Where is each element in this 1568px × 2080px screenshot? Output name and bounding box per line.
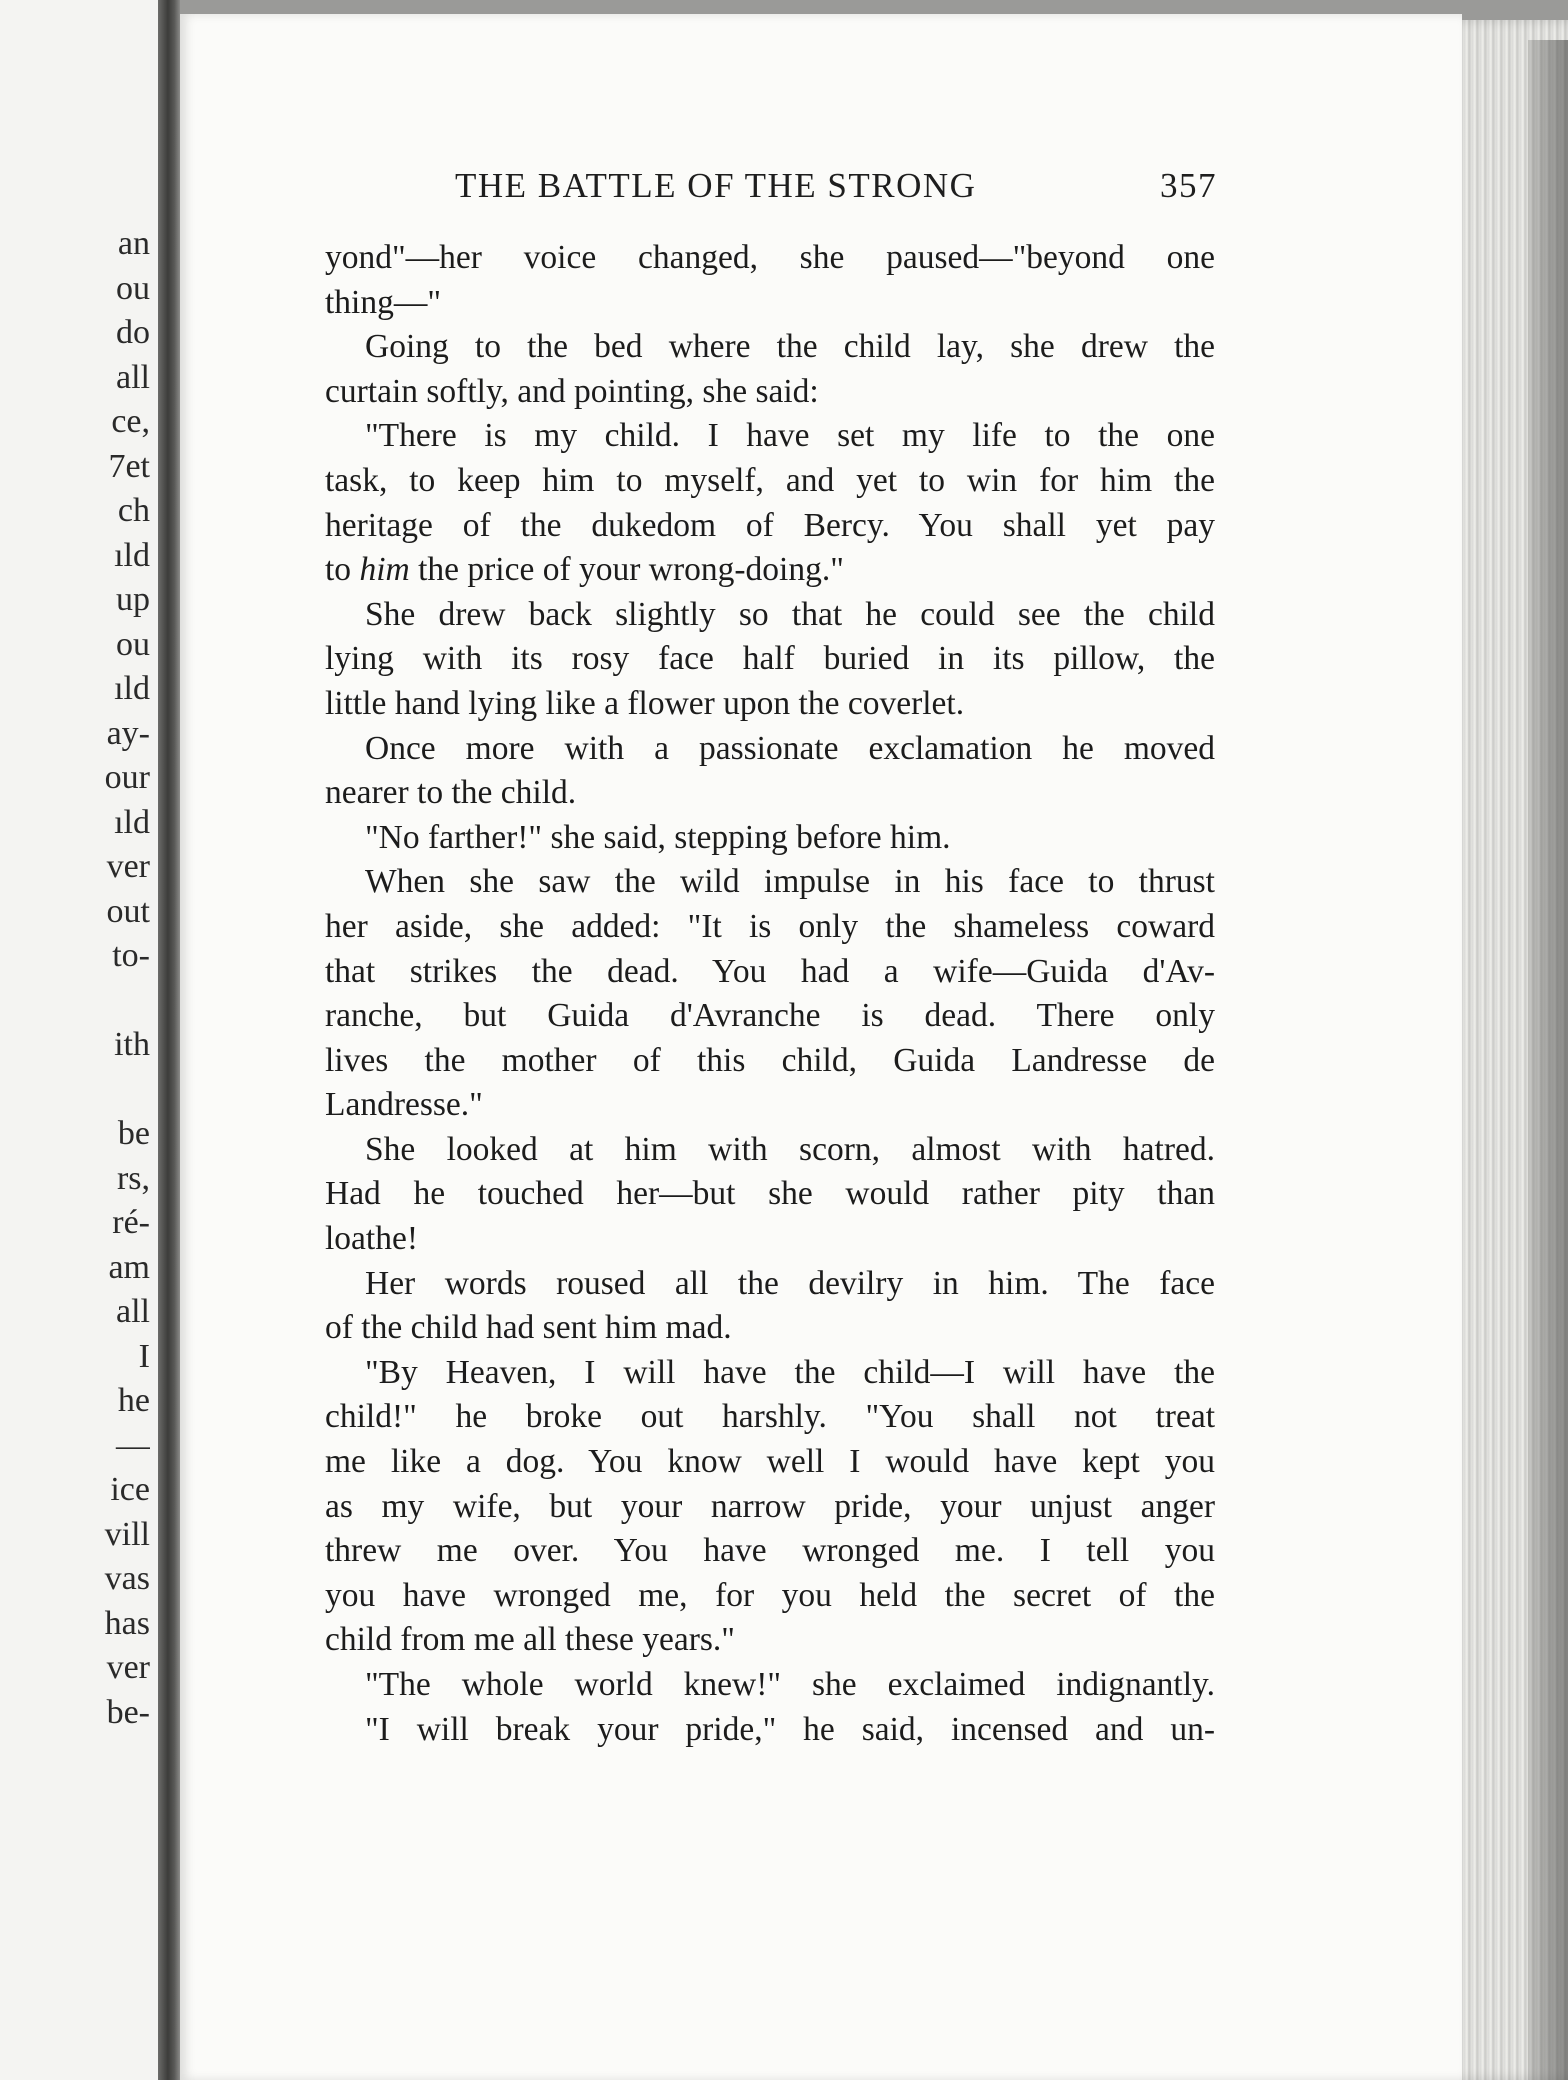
emphasis: him [359, 551, 410, 589]
running-head-title: THE BATTLE OF THE STRONG [455, 166, 977, 205]
fragment-line: ith [114, 1026, 150, 1063]
previous-page [0, 0, 158, 2080]
fragment-line: ré- [112, 1204, 150, 1241]
fragment-line: be [117, 1115, 150, 1152]
text-line: of the child had sent him mad. [325, 1309, 732, 1347]
text-line: "The whole world knew!" she exclaimed indignantly. [365, 1666, 1215, 1703]
fragment-line: vas [104, 1560, 150, 1597]
text-line: thing—" [325, 283, 442, 321]
text-line: loathe! [325, 1220, 419, 1258]
fragment-line: I [138, 1337, 150, 1375]
text-line: heritage of the dukedom of Bercy. You shall yet pay [325, 506, 1215, 544]
fragment-line: all [116, 358, 150, 396]
fragment-line: to- [112, 937, 150, 974]
text-line: me like a dog. You know well I would have kept you [325, 1443, 1215, 1481]
fragment-line: ay- [106, 714, 150, 752]
text-line: to him the price of your wrong-doing." [325, 551, 844, 589]
text-line: her aside, she added: "It is only the shameless coward [325, 907, 1215, 945]
fragment-line: ce, [111, 403, 150, 440]
text-line: "I will break your pride," he said, incensed and un- [365, 1710, 1215, 1748]
text-line: yond"—her voice changed, she paused—"beyond one [325, 239, 1215, 276]
page-body-text [325, 236, 1215, 1752]
text-line: Once more with a passionate exclamation he moved [365, 729, 1215, 767]
fragment-line: has [104, 1604, 150, 1642]
text-line: Her words roused all the devilry in him. The face [365, 1264, 1215, 1302]
text-line: lying with its rosy face half buried in its pillow, the [325, 640, 1215, 678]
fragment-line: vill [104, 1515, 150, 1553]
fragment-line: am [108, 1248, 150, 1286]
fragment-line: all [116, 1293, 150, 1330]
fragment-line [0, 1068, 150, 1113]
text-line: task, to keep him to myself, and yet to win for him the [325, 461, 1215, 499]
running-head [455, 166, 1217, 214]
fragment-line: an [117, 225, 150, 262]
fragment-line: ou [116, 625, 150, 663]
text-line: Landresse." [325, 1086, 483, 1124]
fragment-line: be- [106, 1693, 150, 1731]
text-line: child!" he broke out harshly. "You shall not treat [325, 1398, 1215, 1436]
text-line: Had he touched her—but she would rather pity than [325, 1175, 1215, 1213]
fragment-line: ver [106, 1649, 150, 1686]
text-line: as my wife, but your narrow pride, your unjust anger [325, 1487, 1215, 1525]
book-gutter [158, 0, 180, 2080]
fragment-line: he [117, 1382, 150, 1419]
fragment-line: ch [117, 492, 150, 529]
fragment-line: out [106, 892, 150, 930]
fragment-line: — [116, 1426, 150, 1464]
text-line: She drew back slightly so that he could see the child [365, 595, 1215, 633]
fragment-line: rs, [116, 1159, 150, 1197]
fragment-line: do [116, 314, 150, 351]
previous-page-text-fragments [0, 222, 150, 1735]
fragment-line: ıld [114, 670, 150, 707]
text-line: When she saw the wild impulse in his face to thrust [365, 863, 1215, 901]
text-line: Going to the bed where the child lay, she drew the [365, 328, 1215, 366]
fragment-line: ver [106, 848, 150, 885]
text-line: curtain softly, and pointing, she said: [325, 372, 819, 410]
fragment-line: ou [116, 269, 150, 307]
text-line: "There is my child. I have set my life to the one [365, 417, 1215, 455]
fragment-line: our [104, 759, 150, 796]
fragment-line: ıld [114, 803, 150, 841]
text-line: "By Heaven, I will have the child—I will have the [365, 1353, 1215, 1391]
text-line: ranche, but Guida d'Avranche is dead. There only [325, 997, 1215, 1035]
fragment-line: ice [110, 1471, 150, 1508]
text-line: you have wronged me, for you held the secret of the [325, 1576, 1215, 1614]
fragment-line: 7et [108, 447, 150, 485]
text-line: that strikes the dead. You had a wife—Guida d'Av- [325, 952, 1215, 990]
text-line: nearer to the child. [325, 774, 577, 812]
text-line: She looked at him with scorn, almost with hatred. [365, 1130, 1215, 1168]
page-edges-shadow [1528, 40, 1568, 2080]
text-line: lives the mother of this child, Guida Landresse de [325, 1041, 1215, 1079]
page-number: 357 [1160, 166, 1217, 205]
text-line: "No farther!" she said, stepping before him. [365, 818, 951, 856]
fragment-line [0, 979, 150, 1024]
text-line: little hand lying like a flower upon the coverlet. [325, 684, 965, 722]
text-line: threw me over. You have wronged me. I tell you [325, 1532, 1215, 1570]
fragment-line: ıld [114, 536, 150, 574]
text-line: child from me all these years." [325, 1621, 735, 1659]
fragment-line: up [116, 581, 150, 618]
